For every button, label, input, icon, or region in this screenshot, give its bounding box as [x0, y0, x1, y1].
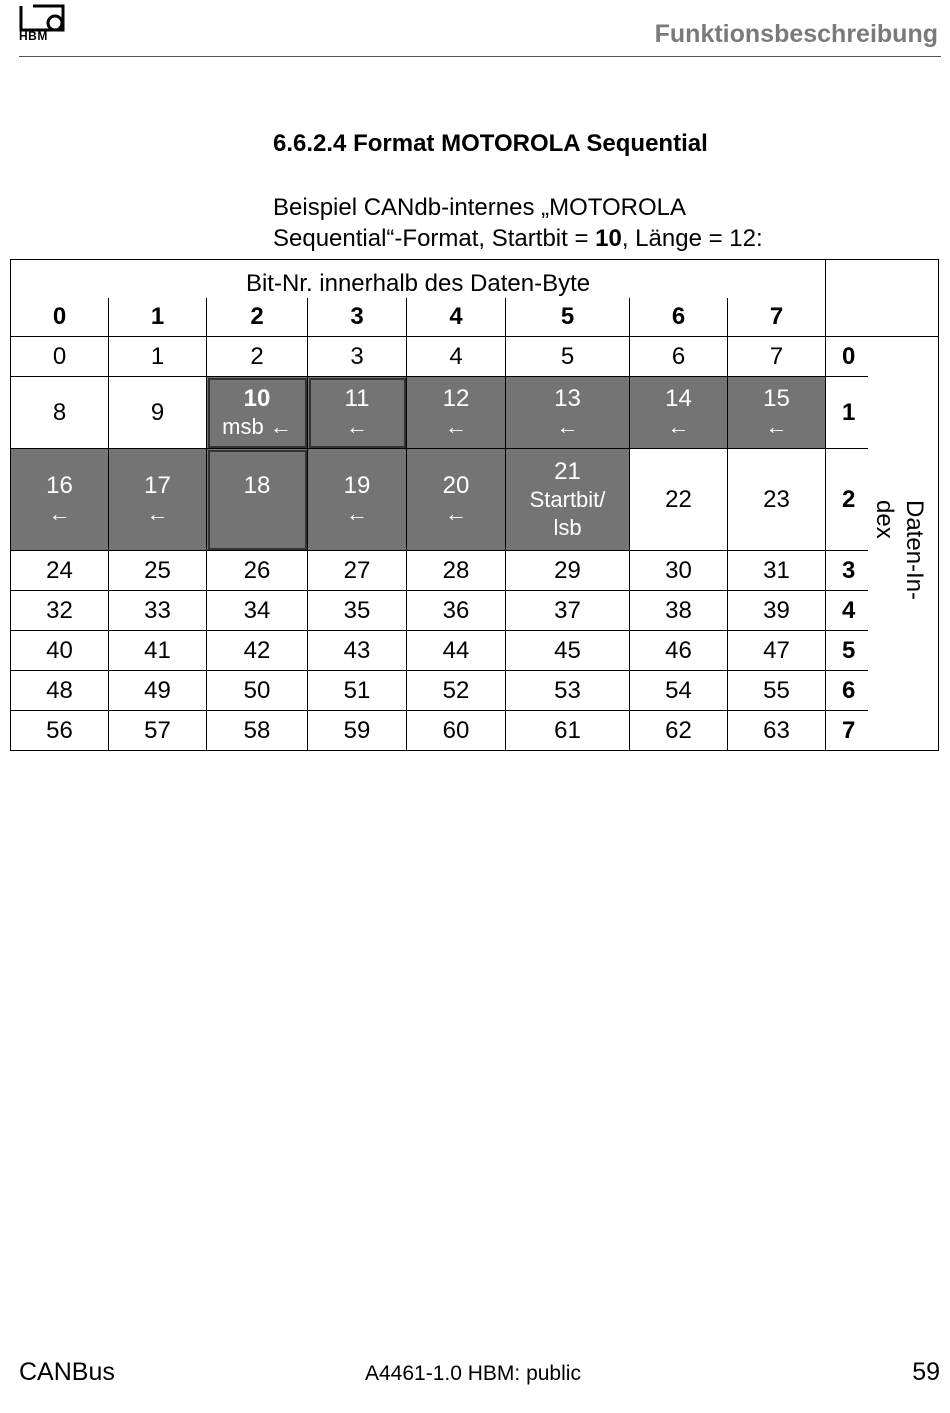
bit-cell: 62: [630, 711, 728, 751]
bit-number: 21: [554, 457, 581, 485]
bit-cell: 39: [728, 591, 826, 631]
table-row: [11, 551, 939, 591]
table-caption: Bit-Nr. innerhalb des Daten-Byte: [11, 260, 826, 299]
bit-number: 20: [442, 471, 470, 499]
table-row: [11, 449, 939, 551]
bit-cell: 34: [207, 591, 308, 631]
arrow-icon: ←: [556, 413, 579, 439]
bit-number: 15: [763, 384, 790, 412]
table-row: [11, 631, 939, 671]
bit-cell: 33: [109, 591, 207, 631]
bit-cell: 40: [11, 631, 109, 671]
arrow-icon: ←: [765, 413, 788, 439]
bit-cell: 2: [207, 337, 308, 377]
bit-number: 10: [243, 384, 271, 412]
bit-cell: 48: [11, 671, 109, 711]
intro-startbit-value: 10: [595, 225, 622, 252]
bit-cell: 37: [506, 591, 630, 631]
signal-bit-cell: [407, 377, 506, 449]
arrow-icon: ←: [445, 413, 467, 439]
bit-cell: 5: [506, 337, 630, 377]
row-index: 4: [826, 591, 868, 631]
bit-cell: 57: [109, 711, 207, 751]
bit-cell: 24: [11, 551, 109, 591]
page-number: 59: [912, 1358, 940, 1386]
bit-cell: 3: [308, 337, 407, 377]
side-label-line2: dex: [871, 500, 898, 539]
bit-cell: 46: [630, 631, 728, 671]
bit-cell: 51: [308, 671, 407, 711]
bit-cell: 27: [308, 551, 407, 591]
table-row: [11, 711, 939, 751]
intro-line1: Beispiel CANdb-internes „MOTOROLA: [273, 194, 687, 221]
bit-cell: 6: [630, 337, 728, 377]
bit-cell: 28: [407, 551, 506, 591]
bit-cell: 38: [630, 591, 728, 631]
bit-cell: 22: [630, 449, 728, 551]
bit-cell: 47: [728, 631, 826, 671]
bit-cell: 8: [11, 377, 109, 449]
signal-bit-cell: [407, 449, 506, 551]
side-label-line1: Daten-In-: [901, 500, 928, 601]
footer-product: CANBus: [19, 1358, 115, 1386]
bit-number: 18: [243, 471, 271, 499]
bit-cell: 35: [308, 591, 407, 631]
bit-cell: 59: [308, 711, 407, 751]
signal-bit-cell: [506, 377, 630, 449]
bit-cell: 61: [506, 711, 630, 751]
bit-cell: 4: [407, 337, 506, 377]
bit-cell: 36: [407, 591, 506, 631]
signal-bit-cell: [207, 449, 308, 551]
row-index: 5: [826, 631, 868, 671]
intro-text: [273, 192, 873, 254]
bit-number: 11: [344, 384, 370, 412]
signal-bit-cell: [308, 449, 407, 551]
bit-cell: 32: [11, 591, 109, 631]
bit-cell: 9: [109, 377, 207, 449]
bit-cell: 58: [207, 711, 308, 751]
bit-header: 6: [630, 298, 728, 337]
table-row: [11, 337, 939, 377]
bit-number: 16: [46, 471, 73, 499]
arrow-icon: ←: [667, 413, 690, 439]
corner-cell: [826, 260, 939, 337]
bit-cell: 49: [109, 671, 207, 711]
bit-cell: 45: [506, 631, 630, 671]
bit-header: 0: [11, 298, 109, 337]
row-index: 3: [826, 551, 868, 591]
intro-line2-b: , Länge = 12:: [621, 225, 763, 252]
bit-number: 19: [343, 471, 371, 499]
bit-cell: 54: [630, 671, 728, 711]
arrow-icon: ←: [48, 500, 71, 526]
footer-document-id: A4461-1.0 HBM: public: [365, 1362, 581, 1385]
bit-cell: 30: [630, 551, 728, 591]
bit-cell: 60: [407, 711, 506, 751]
bit-header: 1: [109, 298, 207, 337]
section-title: 6.6.2.4 Format MOTOROLA Sequential: [273, 130, 708, 157]
bit-number: 17: [144, 471, 171, 499]
bit-number: 14: [665, 384, 692, 412]
table-row: [11, 377, 939, 449]
bit-cell: 23: [728, 449, 826, 551]
startbit-label: Startbit/: [529, 486, 606, 512]
bit-number: 13: [554, 384, 581, 412]
arrow-icon: ←: [445, 500, 467, 526]
bit-header: 5: [506, 298, 630, 337]
bit-cell: 52: [407, 671, 506, 711]
row-index: 2: [826, 449, 868, 551]
bit-header: 7: [728, 298, 826, 337]
bit-cell: 44: [407, 631, 506, 671]
table-row: [11, 671, 939, 711]
arrow-icon: ←: [346, 500, 368, 526]
intro-line2-a: Sequential“-Format, Startbit =: [273, 225, 596, 252]
bit-table: [10, 259, 939, 751]
startbit-cell: [506, 449, 630, 551]
row-index: 7: [826, 711, 868, 751]
bit-cell: 63: [728, 711, 826, 751]
row-index: 1: [826, 377, 868, 449]
bit-cell: 29: [506, 551, 630, 591]
bit-cell: 31: [728, 551, 826, 591]
bit-cell: 0: [11, 337, 109, 377]
bit-cell: 41: [109, 631, 207, 671]
bit-cell: 26: [207, 551, 308, 591]
header-divider: [19, 56, 941, 57]
signal-bit-cell: [11, 449, 109, 551]
bit-header: 2: [207, 298, 308, 337]
bit-cell: 43: [308, 631, 407, 671]
bit-cell: 56: [11, 711, 109, 751]
arrow-icon: ←: [146, 500, 169, 526]
row-index: 0: [826, 337, 868, 377]
bit-cell: 53: [506, 671, 630, 711]
header-title: Funktionsbeschreibung: [654, 20, 938, 48]
empty-arrow-slot: [207, 500, 307, 528]
lsb-label: lsb: [553, 514, 582, 540]
logo-text: HBM: [19, 29, 48, 43]
msb-cell: [207, 377, 308, 449]
arrow-icon: ←: [346, 413, 368, 439]
signal-bit-cell: [109, 449, 207, 551]
table-row: [11, 591, 939, 631]
bit-number: 12: [442, 384, 470, 412]
signal-bit-cell: [728, 377, 826, 449]
msb-label: msb ←: [222, 413, 292, 439]
signal-bit-cell: [308, 377, 407, 449]
bit-header: 4: [407, 298, 506, 337]
bit-header: 3: [308, 298, 407, 337]
signal-bit-cell: [630, 377, 728, 449]
bit-cell: 42: [207, 631, 308, 671]
bit-cell: 55: [728, 671, 826, 711]
bit-header-row: [11, 298, 939, 337]
daten-index-label: [869, 500, 929, 600]
bit-cell: 25: [109, 551, 207, 591]
bit-cell: 7: [728, 337, 826, 377]
row-index: 6: [826, 671, 868, 711]
bit-cell: 1: [109, 337, 207, 377]
bit-cell: 50: [207, 671, 308, 711]
